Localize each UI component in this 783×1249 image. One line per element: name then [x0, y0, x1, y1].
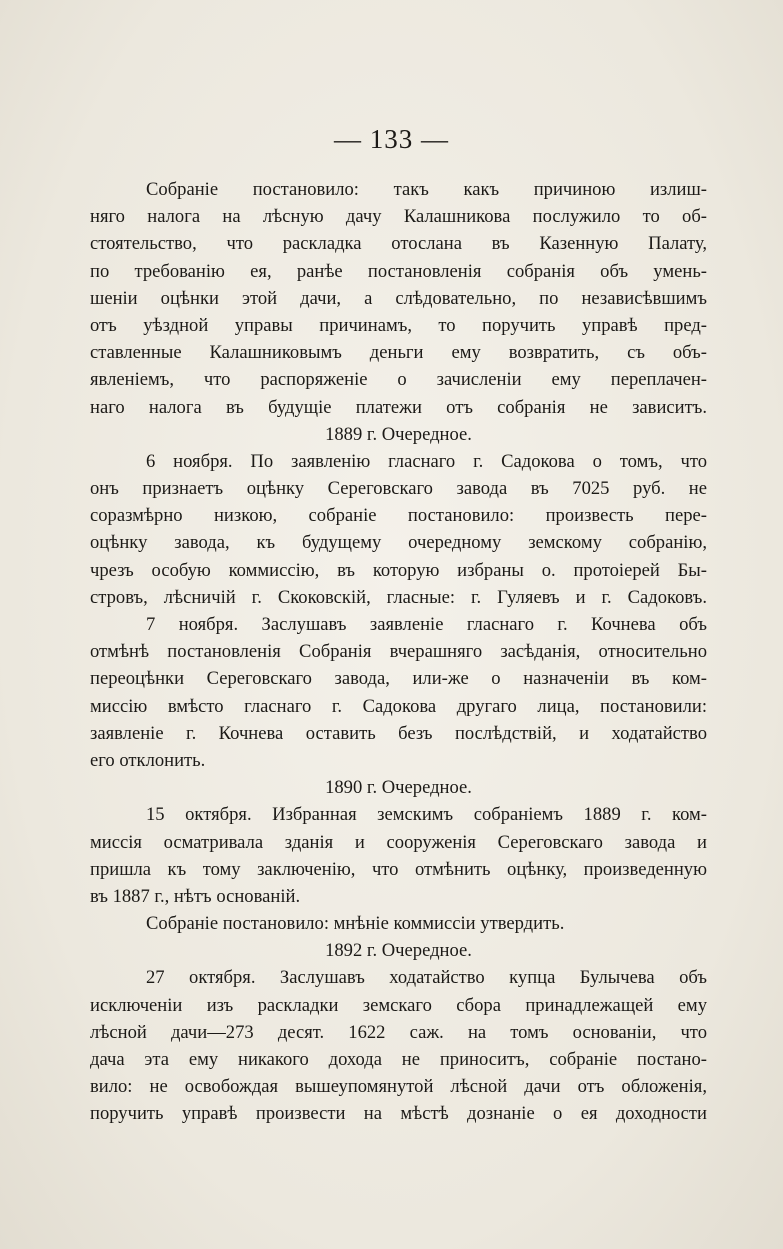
- text-line: дача эта ему никакого дохода не приноситъ, собраніе постано-: [90, 1049, 707, 1070]
- text-line: соразмѣрно низкою, собраніе постановило: произвесть пере-: [90, 505, 707, 527]
- text-line: 27 октября. Заслушавъ ходатайство купца Булычева объ: [146, 967, 707, 989]
- text-line: миссію вмѣсто гласнаго г. Садокова другаго лица, постановили:: [90, 695, 707, 717]
- text-line: шеніи оцѣнки этой дачи, а слѣдовательно, по независѣвшимъ: [90, 287, 707, 309]
- page-number: — 133 —: [334, 124, 449, 154]
- text-line: няго налога на лѣсную дачу Калашникова послужило то об-: [90, 206, 707, 228]
- section-heading: 1890 г. Очередное.: [325, 777, 472, 799]
- text-line: въ 1887 г., нѣтъ основаній.: [90, 885, 301, 907]
- text-line: заявленіе г. Кочнева оставить безъ послѣдствій, и ходатайство: [90, 722, 707, 744]
- text-line: ставленные Калашниковымъ деньги ему возвратить, съ объ-: [90, 342, 707, 364]
- text-line: пришла къ тому заключенію, что отмѣнить оцѣнку, произведенную: [90, 858, 707, 880]
- text-line: 6 ноября. По заявленію гласнаго г. Садокова о томъ, что: [146, 450, 707, 472]
- text-line: лѣсной дачи—273 десят. 1622 саж. на томъ основаніи, что: [90, 1021, 707, 1043]
- text-line: онъ признаетъ оцѣнку Сереговскаго завода въ 7025 руб. не: [90, 478, 707, 500]
- section-heading: 1889 г. Очередное.: [325, 423, 472, 445]
- text-line: чрезъ особую коммиссію, въ которую избраны о. протоіерей Бы-: [90, 559, 707, 581]
- text-line: вило: не освобождая вышеупомянутой лѣсной дачи отъ обложенія,: [90, 1076, 707, 1098]
- text-line: исключеніи изъ раскладки земскаго сбора принадлежащей ему: [90, 994, 707, 1016]
- text-line: стоятельство, что раскладка отослана въ Казенную Палату,: [90, 233, 707, 255]
- text-line: поручить управѣ произвести на мѣстѣ дознаніе о ея доходности: [90, 1103, 707, 1125]
- text-line: Собраніе постановило: мнѣніе коммиссіи утвердить.: [146, 913, 565, 935]
- text-line: Собраніе постановило: такъ какъ причиною излиш-: [146, 179, 707, 200]
- text-line: миссія осматривала зданія и сооруженія Сереговскаго завода и: [90, 831, 707, 853]
- text-line: отмѣнѣ постановленія Собранія вчерашняго засѣданія, относительно: [90, 641, 707, 663]
- text-line: наго налога въ будущіе платежи отъ собранія не зависитъ.: [90, 396, 707, 418]
- text-line: 15 октября. Избранная земскимъ собраніемъ 1889 г. ком-: [146, 804, 707, 826]
- text-line: его отклонить.: [90, 749, 206, 771]
- text-line: оцѣнку завода, къ будущему очередному земскому собранію,: [90, 532, 707, 554]
- text-line: по требованію ея, ранѣе постановленія собранія объ умень-: [90, 260, 707, 282]
- body-text: [90, 176, 707, 1128]
- text-line: отъ уѣздной управы причинамъ, то поручить управѣ пред-: [90, 314, 707, 336]
- section-heading: 1892 г. Очередное.: [325, 940, 472, 962]
- text-line: переоцѣнки Сереговскаго завода, или-же о назначеніи въ ком-: [90, 668, 707, 690]
- text-line: явленіемъ, что распоряженіе о зачисленіи ему переплачен-: [90, 369, 707, 391]
- text-line: 7 ноября. Заслушавъ заявленіе гласнаго г. Кочнева объ: [146, 614, 707, 635]
- text-line: стровъ, лѣсничій г. Скоковскій, гласные: г. Гуляевъ и г. Садоковъ.: [90, 586, 707, 608]
